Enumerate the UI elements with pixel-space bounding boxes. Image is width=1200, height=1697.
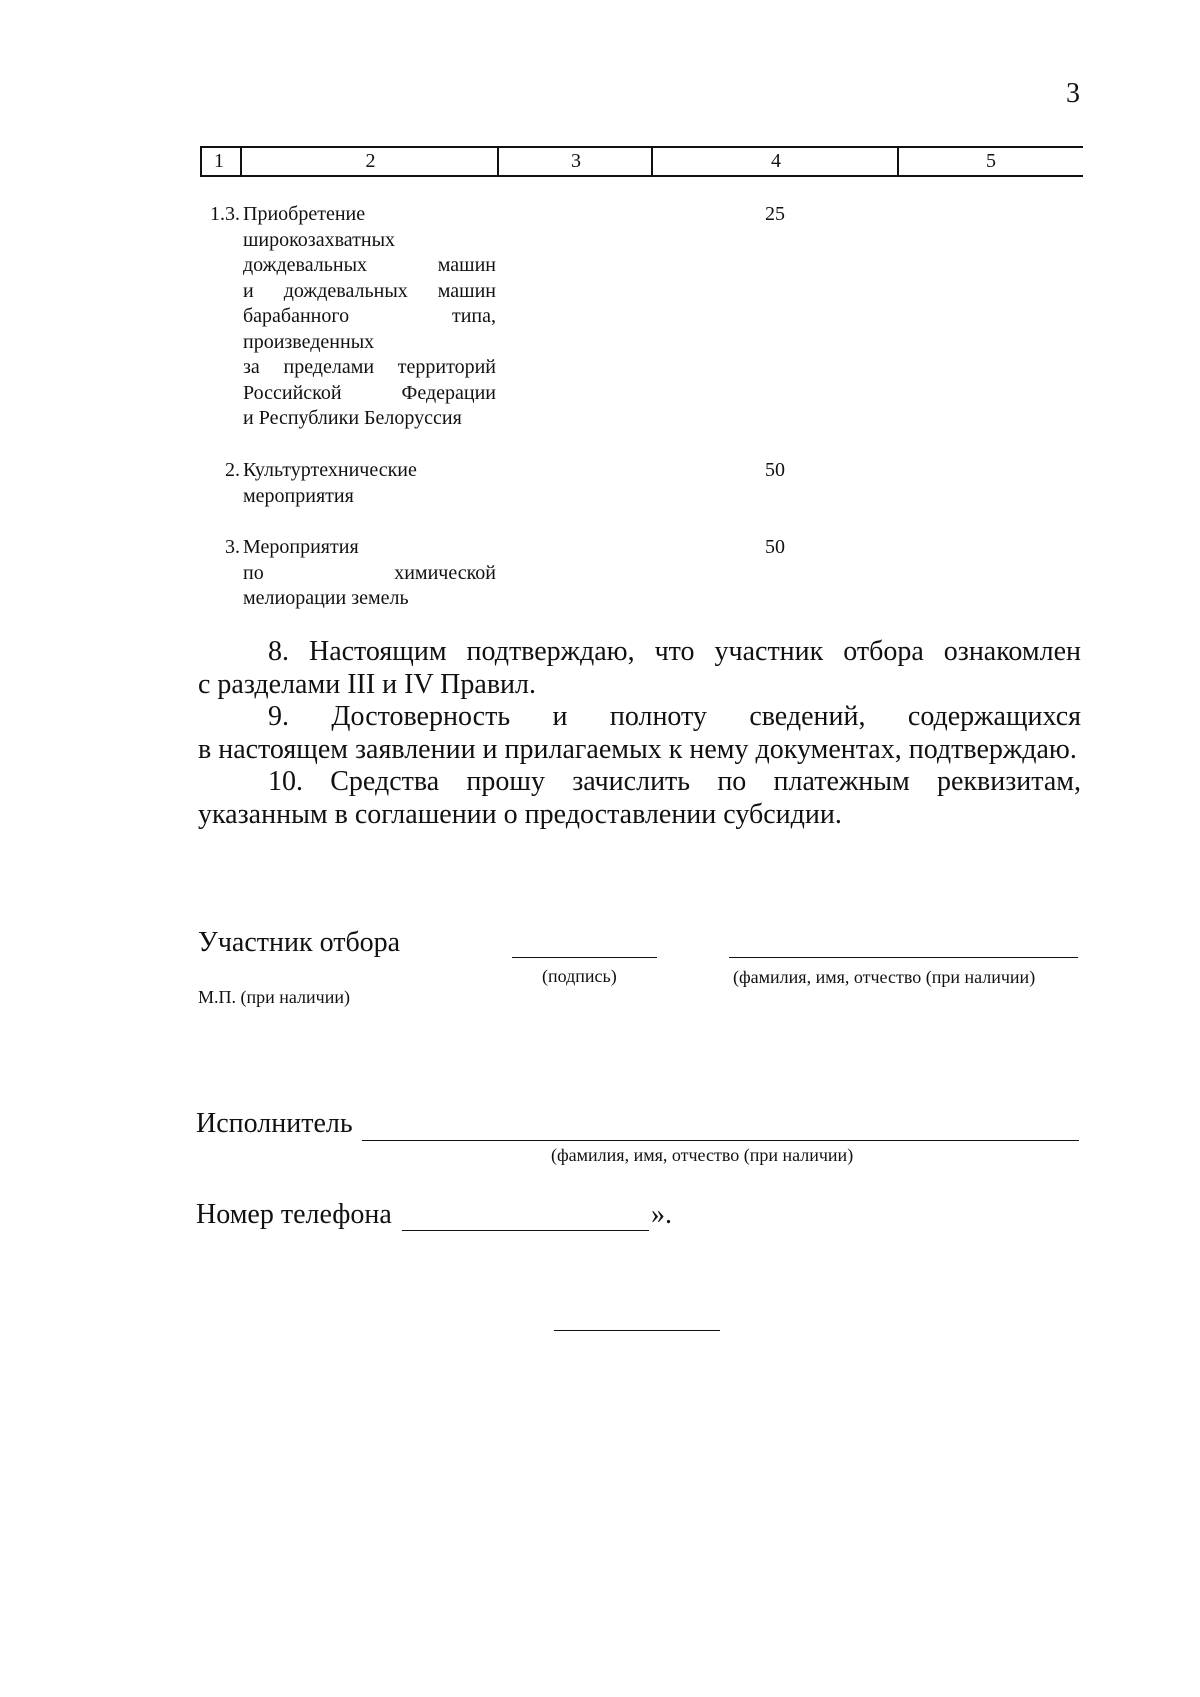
paragraph-8 [198, 636, 1081, 701]
paragraph-line: 9. Достоверность и полноту сведений, содержащихся [268, 701, 1081, 732]
participant-name-line [729, 957, 1078, 958]
signature-line [512, 957, 657, 958]
table-divider [897, 146, 899, 175]
paragraph-line: в настоящем заявлении и прилагаемых к нему документах, подтверждаю. [198, 733, 1077, 765]
table-cell-line: Культуртехнические [243, 459, 417, 481]
table-cell-line: Мероприятия [243, 536, 359, 558]
table-cell-line: мероприятия [243, 484, 354, 507]
table-header-col-5: 5 [986, 150, 996, 172]
table-cell-line: за пределами территорий [243, 356, 496, 378]
phone-line [402, 1230, 649, 1231]
table-divider [240, 146, 242, 175]
end-separator-line [554, 1330, 720, 1331]
table-row-number: 3. [225, 536, 240, 558]
table-cell-line: и Республики Белоруссия [243, 407, 462, 429]
paragraph-line: 8. Настоящим подтверждаю, что участник отбора ознакомлен [268, 636, 1081, 667]
table-row-number: 2. [225, 459, 240, 481]
executor-name-caption: (фамилия, имя, отчество (при наличии) [551, 1145, 854, 1165]
table-row-description [243, 458, 496, 509]
table-cell-line: Российской Федерации [243, 381, 496, 404]
table-cell-line: произведенных [243, 330, 375, 353]
table-cell-line: по химической [243, 561, 496, 584]
table-header-col-2: 2 [365, 150, 376, 172]
signature-caption: (подпись) [542, 966, 617, 986]
table-divider [200, 146, 202, 175]
executor-label: Исполнитель [196, 1108, 353, 1139]
table-header-col-1: 1 [214, 150, 224, 172]
paragraph-10 [198, 766, 1081, 831]
table-header-col-3: 3 [571, 150, 581, 172]
executor-name-line [362, 1140, 1079, 1141]
table-cell-line: дождевальных машин [243, 254, 496, 276]
participant-label: Участник отбора [198, 927, 401, 958]
table-row-value: 50 [765, 536, 785, 558]
table-cell-line: широкозахватных [243, 228, 396, 251]
table-row-number: 1.3. [210, 203, 240, 225]
table-row-description [243, 202, 496, 432]
table-divider [651, 146, 653, 175]
table-header-col-4: 4 [771, 150, 781, 172]
closing-quote: ». [651, 1199, 672, 1230]
paragraph-line: указанным в соглашении о предоставлении субсидии. [198, 798, 842, 830]
paragraph-line: с разделами III и IV Правил. [198, 668, 537, 700]
page-number: 3 [1066, 78, 1080, 109]
paragraph-9 [198, 701, 1081, 766]
paragraph-line: 10. Средства прошу зачислить по платежным реквизитам, [268, 766, 1081, 797]
table-row-value: 25 [765, 203, 785, 225]
table-row-value: 50 [765, 459, 785, 481]
table-cell-line: и дождевальных машин [243, 279, 496, 302]
stamp-label: М.П. (при наличии) [198, 987, 350, 1007]
table-header-row [200, 146, 1083, 177]
participant-name-caption: (фамилия, имя, отчество (при наличии) [733, 967, 1036, 987]
table-cell-line: мелиорации земель [243, 587, 409, 609]
table-divider [497, 146, 499, 175]
phone-label: Номер телефона [196, 1199, 392, 1230]
table-row-description [243, 535, 496, 612]
table-cell-line: барабанного типа, [243, 305, 496, 327]
table-cell-line: Приобретение [243, 203, 366, 225]
